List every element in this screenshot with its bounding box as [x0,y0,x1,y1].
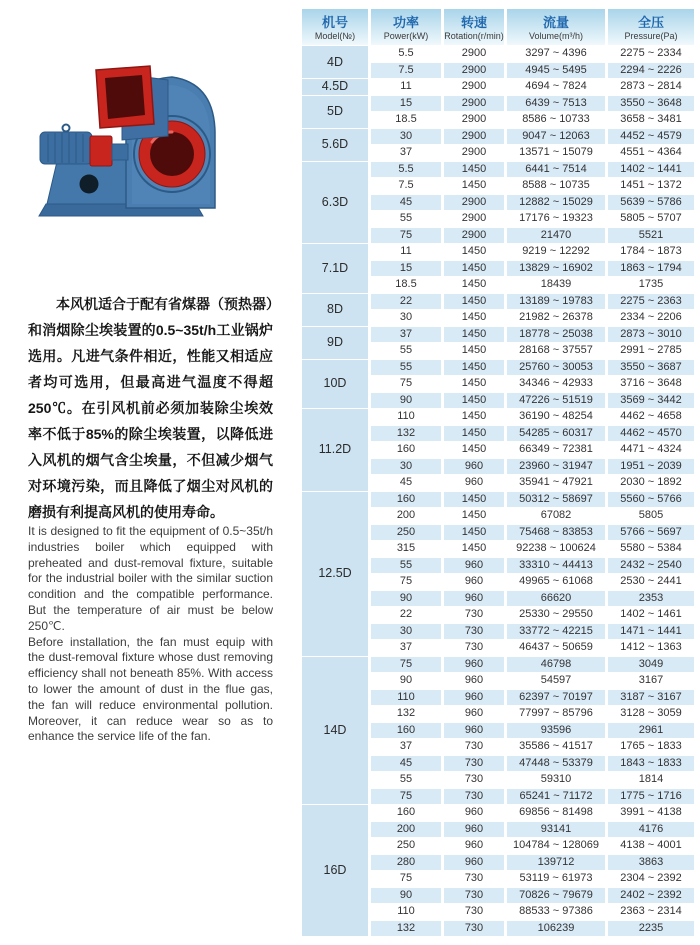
model-cell: 5D [302,96,368,128]
pressure-cell: 1775 ~ 1716 [608,789,694,805]
header-rotation-cn: 转速 [460,14,487,30]
volume-cell: 88533 ~ 97386 [507,904,605,920]
power-cell: 160 [371,723,441,739]
pressure-cell: 2304 ~ 2392 [608,871,694,887]
volume-cell: 47448 ~ 53379 [507,756,605,772]
power-cell: 90 [371,393,441,409]
volume-cell: 9219 ~ 12292 [507,244,605,260]
outlet-opening [105,75,145,119]
header-pressure-en: Pressure(Pa) [624,30,678,41]
power-cell: 90 [371,591,441,607]
pressure-cell: 2363 ~ 2314 [608,904,694,920]
power-cell: 75 [371,871,441,887]
pressure-cell: 1784 ~ 1873 [608,244,694,260]
volume-cell: 34346 ~ 42933 [507,376,605,392]
power-cell: 45 [371,475,441,491]
model-cell: 8D [302,294,368,326]
power-cell: 37 [371,640,441,656]
power-cell: 132 [371,426,441,442]
pressure-cell: 4462 ~ 4658 [608,409,694,425]
pressure-cell: 1412 ~ 1363 [608,640,694,656]
pressure-cell: 1735 [608,277,694,293]
volume-cell: 54285 ~ 60317 [507,426,605,442]
rotation-cell: 730 [444,640,504,656]
pressure-cell: 1402 ~ 1461 [608,607,694,623]
model-cell: 5.6D [302,129,368,161]
table-row [302,805,694,821]
pressure-cell: 3128 ~ 3059 [608,706,694,722]
volume-cell: 70826 ~ 79679 [507,888,605,904]
power-cell: 90 [371,673,441,689]
volume-cell: 93596 [507,723,605,739]
rotation-cell: 960 [444,657,504,673]
rotation-cell: 1450 [444,492,504,508]
rotation-cell: 960 [444,805,504,821]
rotation-cell: 730 [444,904,504,920]
pressure-cell: 2530 ~ 2441 [608,574,694,590]
pressure-cell: 2235 [608,921,694,937]
rotation-cell: 1450 [444,343,504,359]
power-cell: 160 [371,805,441,821]
volume-cell: 36190 ~ 48254 [507,409,605,425]
pressure-cell: 2334 ~ 2206 [608,310,694,326]
pressure-cell: 3550 ~ 3687 [608,360,694,376]
product-description-en-paragraph-1: It is designed to fit the equipment of 0.5~35t/h industries boiler which equipped with preheated and dust-removal fixture, suitable for the industrial boiler with the similar suction condition and the compatible performance. But the temperature of air must be below 250℃. [28,524,273,633]
rotation-cell: 1450 [444,360,504,376]
table-row [302,360,694,376]
model-cell: 7.1D [302,244,368,293]
pressure-cell: 4471 ~ 4324 [608,442,694,458]
pressure-cell: 2275 ~ 2363 [608,294,694,310]
volume-cell: 8588 ~ 10735 [507,178,605,194]
power-cell: 55 [371,772,441,788]
power-cell: 11 [371,79,441,95]
pressure-cell: 2873 ~ 3010 [608,327,694,343]
volume-cell: 106239 [507,921,605,937]
power-cell: 30 [371,624,441,640]
volume-cell: 18439 [507,277,605,293]
rotation-cell: 1450 [444,426,504,442]
rotation-cell: 2900 [444,63,504,79]
coupling-red [90,136,112,166]
power-cell: 45 [371,756,441,772]
rotation-cell: 730 [444,772,504,788]
rotation-cell: 730 [444,921,504,937]
table-row [302,129,694,145]
pressure-cell: 2353 [608,591,694,607]
pressure-cell: 3550 ~ 3648 [608,96,694,112]
pressure-cell: 1765 ~ 1833 [608,739,694,755]
volume-cell: 66620 [507,591,605,607]
pressure-cell: 5805 [608,508,694,524]
header-volume-en: Volume(m³/h) [528,30,583,41]
rotation-cell: 1450 [444,162,504,178]
power-cell: 30 [371,310,441,326]
product-description-en [28,524,273,745]
power-cell: 110 [371,904,441,920]
volume-cell: 21470 [507,228,605,244]
pressure-cell: 2432 ~ 2540 [608,558,694,574]
pressure-cell: 1471 ~ 1441 [608,624,694,640]
power-cell: 90 [371,888,441,904]
volume-cell: 65241 ~ 71172 [507,789,605,805]
fan-illustration [26,56,222,232]
header-model [302,9,368,45]
volume-cell: 8586 ~ 10733 [507,112,605,128]
pressure-cell: 5766 ~ 5697 [608,525,694,541]
volume-cell: 4945 ~ 5495 [507,63,605,79]
pressure-cell: 5805 ~ 5707 [608,211,694,227]
rotation-cell: 1450 [444,442,504,458]
power-cell: 30 [371,459,441,475]
rotation-cell: 960 [444,558,504,574]
volume-cell: 62397 ~ 70197 [507,690,605,706]
power-cell: 37 [371,739,441,755]
power-cell: 132 [371,706,441,722]
volume-cell: 33772 ~ 42215 [507,624,605,640]
power-cell: 160 [371,492,441,508]
pressure-cell: 2873 ~ 2814 [608,79,694,95]
volume-cell: 28168 ~ 37557 [507,343,605,359]
rotation-cell: 1450 [444,393,504,409]
rotation-cell: 1450 [444,327,504,343]
pressure-cell: 5521 [608,228,694,244]
volume-cell: 12882 ~ 15029 [507,195,605,211]
pressure-cell: 1951 ~ 2039 [608,459,694,475]
pressure-cell: 2402 ~ 2392 [608,888,694,904]
table-row [302,409,694,425]
volume-cell: 6439 ~ 7513 [507,96,605,112]
volume-cell: 18778 ~ 25038 [507,327,605,343]
pressure-cell: 2030 ~ 1892 [608,475,694,491]
pressure-cell: 5639 ~ 5786 [608,195,694,211]
pressure-cell: 3167 [608,673,694,689]
pedestal-hole-left [80,175,99,194]
power-cell: 55 [371,343,441,359]
rotation-cell: 1450 [444,376,504,392]
pressure-cell: 3187 ~ 3167 [608,690,694,706]
pressure-cell: 4452 ~ 4579 [608,129,694,145]
power-cell: 55 [371,558,441,574]
spec-table [299,8,697,937]
product-description-cn: 本风机适合于配有省煤器（预热器）和消烟除尘埃装置的0.5~35t/h工业锅炉选用。凡进气条件相近，性能又相适应者均可选用，但最高进气温度不得超250℃。在引风机前必须加装除尘埃效率不低于85%的除尘埃装置，以降低进入风机的烟气含尘埃量，不但减少烟气对环境污染，而且降低了烟尘对风机的磨损有利提高风机的使用寿命。 [28,296,273,520]
power-cell: 160 [371,442,441,458]
volume-cell: 50312 ~ 58697 [507,492,605,508]
power-cell: 200 [371,822,441,838]
rotation-cell: 1450 [444,277,504,293]
volume-cell: 46437 ~ 50659 [507,640,605,656]
header-power-en: Power(kW) [383,30,429,41]
power-cell: 22 [371,294,441,310]
volume-cell: 25330 ~ 29550 [507,607,605,623]
volume-cell: 21982 ~ 26378 [507,310,605,326]
rotation-cell: 960 [444,673,504,689]
table-row [302,96,694,112]
rotation-cell: 2900 [444,112,504,128]
volume-cell: 25760 ~ 30053 [507,360,605,376]
power-cell: 18.5 [371,277,441,293]
volume-cell: 93141 [507,822,605,838]
rotation-cell: 1450 [444,261,504,277]
table-row [302,46,694,62]
pressure-cell: 4176 [608,822,694,838]
rotation-cell: 730 [444,871,504,887]
rotation-cell: 2900 [444,211,504,227]
volume-cell: 92238 ~ 100624 [507,541,605,557]
rotation-cell: 730 [444,756,504,772]
volume-cell: 53119 ~ 61973 [507,871,605,887]
volume-cell: 104784 ~ 128069 [507,838,605,854]
volume-cell: 23960 ~ 31947 [507,459,605,475]
rotation-cell: 1450 [444,508,504,524]
power-cell: 30 [371,129,441,145]
power-cell: 315 [371,541,441,557]
rotation-cell: 960 [444,723,504,739]
power-cell: 280 [371,855,441,871]
volume-cell: 13829 ~ 16902 [507,261,605,277]
volume-cell: 46798 [507,657,605,673]
pressure-cell: 5580 ~ 5384 [608,541,694,557]
power-cell: 45 [371,195,441,211]
header-power-cn: 功率 [392,14,419,30]
power-cell: 55 [371,211,441,227]
pressure-cell: 2275 ~ 2334 [608,46,694,62]
volume-cell: 67082 [507,508,605,524]
volume-cell: 49965 ~ 61068 [507,574,605,590]
rotation-cell: 960 [444,574,504,590]
rotation-cell: 1450 [444,178,504,194]
rotation-cell: 960 [444,838,504,854]
volume-cell: 54597 [507,673,605,689]
power-cell: 75 [371,228,441,244]
header-model-cn: 机号 [321,14,348,30]
power-cell: 5.5 [371,162,441,178]
power-cell: 11 [371,244,441,260]
volume-cell: 4694 ~ 7824 [507,79,605,95]
rotation-cell: 960 [444,459,504,475]
volume-cell: 6441 ~ 7514 [507,162,605,178]
pressure-cell: 2991 ~ 2785 [608,343,694,359]
rotation-cell: 1450 [444,541,504,557]
volume-cell: 3297 ~ 4396 [507,46,605,62]
volume-cell: 35586 ~ 41517 [507,739,605,755]
pressure-cell: 1451 ~ 1372 [608,178,694,194]
pressure-cell: 5560 ~ 5766 [608,492,694,508]
model-cell: 10D [302,360,368,409]
model-cell: 4.5D [302,79,368,95]
power-cell: 110 [371,409,441,425]
volume-cell: 77997 ~ 85796 [507,706,605,722]
pressure-cell: 1843 ~ 1833 [608,756,694,772]
power-cell: 75 [371,657,441,673]
left-panel [0,0,300,945]
table-row [302,327,694,343]
pressure-cell: 2294 ~ 2226 [608,63,694,79]
header-power [371,9,441,45]
power-cell: 7.5 [371,178,441,194]
model-cell: 16D [302,805,368,936]
model-cell: 6.3D [302,162,368,244]
motor-eyebolt [63,125,70,132]
pressure-cell: 3658 ~ 3481 [608,112,694,128]
rotation-cell: 730 [444,888,504,904]
rotation-cell: 960 [444,822,504,838]
pressure-cell: 4138 ~ 4001 [608,838,694,854]
volume-cell: 139712 [507,855,605,871]
table-row [302,294,694,310]
rotation-cell: 1450 [444,294,504,310]
header-pressure [608,9,694,45]
table-row [302,79,694,95]
volume-cell: 17176 ~ 19323 [507,211,605,227]
rotation-cell: 730 [444,789,504,805]
volume-cell: 13189 ~ 19783 [507,294,605,310]
model-cell: 9D [302,327,368,359]
rotation-cell: 2900 [444,228,504,244]
header-volume [507,9,605,45]
rotation-cell: 2900 [444,129,504,145]
power-cell: 75 [371,574,441,590]
power-cell: 22 [371,607,441,623]
rotation-cell: 2900 [444,96,504,112]
volume-cell: 59310 [507,772,605,788]
power-cell: 75 [371,376,441,392]
volume-cell: 33310 ~ 44413 [507,558,605,574]
power-cell: 37 [371,145,441,161]
rotation-cell: 960 [444,475,504,491]
rotation-cell: 960 [444,690,504,706]
power-cell: 110 [371,690,441,706]
power-cell: 18.5 [371,112,441,128]
pressure-cell: 2961 [608,723,694,739]
table-row [302,162,694,178]
power-cell: 55 [371,360,441,376]
pressure-cell: 3991 ~ 4138 [608,805,694,821]
model-cell: 4D [302,46,368,78]
spec-table-body [302,46,694,936]
power-cell: 200 [371,508,441,524]
power-cell: 15 [371,96,441,112]
volume-cell: 66349 ~ 72381 [507,442,605,458]
table-row [302,492,694,508]
rotation-cell: 1450 [444,244,504,260]
volume-cell: 47226 ~ 51519 [507,393,605,409]
volume-cell: 35941 ~ 47921 [507,475,605,491]
pressure-cell: 3049 [608,657,694,673]
volume-cell: 75468 ~ 83853 [507,525,605,541]
rotation-cell: 1450 [444,525,504,541]
spec-table-panel [299,8,699,937]
pressure-cell: 3863 [608,855,694,871]
header-pressure-cn: 全压 [637,14,664,30]
table-row [302,657,694,673]
pressure-cell: 4462 ~ 4570 [608,426,694,442]
header-rotation-en: Rotation(r/min) [444,30,504,41]
bearing-block [112,144,128,160]
power-cell: 75 [371,789,441,805]
volume-cell: 69856 ~ 81498 [507,805,605,821]
power-cell: 250 [371,838,441,854]
rotation-cell: 960 [444,591,504,607]
rotation-cell: 960 [444,855,504,871]
header-rotation [444,9,504,45]
pressure-cell: 1814 [608,772,694,788]
product-photo [26,56,222,232]
rotation-cell: 960 [444,706,504,722]
table-row [302,244,694,260]
volume-cell: 9047 ~ 12063 [507,129,605,145]
rotation-cell: 730 [444,624,504,640]
product-description-en-paragraph-2: Before installation, the fan must equip with the dust-removal fixture whose dust removing efficiency shall not beneath 85%. With access to lower the amount of dust in the flue gas, the fan will reduce environmental pollution. Moreover, it can reduce wear so as to enhance the service life of the fan. [28,634,273,744]
rotation-cell: 730 [444,739,504,755]
power-cell: 132 [371,921,441,937]
model-cell: 11.2D [302,409,368,491]
rotation-cell: 2900 [444,195,504,211]
pressure-cell: 1863 ~ 1794 [608,261,694,277]
pressure-cell: 1402 ~ 1441 [608,162,694,178]
rotation-cell: 1450 [444,310,504,326]
rotation-cell: 2900 [444,79,504,95]
spec-table-header [302,9,694,45]
rotation-cell: 730 [444,607,504,623]
rotation-cell: 2900 [444,145,504,161]
volume-cell: 13571 ~ 15079 [507,145,605,161]
pressure-cell: 3716 ~ 3648 [608,376,694,392]
power-cell: 5.5 [371,46,441,62]
pressure-cell: 3569 ~ 3442 [608,393,694,409]
model-cell: 12.5D [302,492,368,656]
header-volume-cn: 流量 [542,14,569,30]
power-cell: 37 [371,327,441,343]
rotation-cell: 1450 [444,409,504,425]
power-cell: 15 [371,261,441,277]
power-cell: 7.5 [371,63,441,79]
header-model-en: Model(№) [314,30,356,41]
power-cell: 250 [371,525,441,541]
model-cell: 14D [302,657,368,805]
rotation-cell: 2900 [444,46,504,62]
pressure-cell: 4551 ~ 4364 [608,145,694,161]
